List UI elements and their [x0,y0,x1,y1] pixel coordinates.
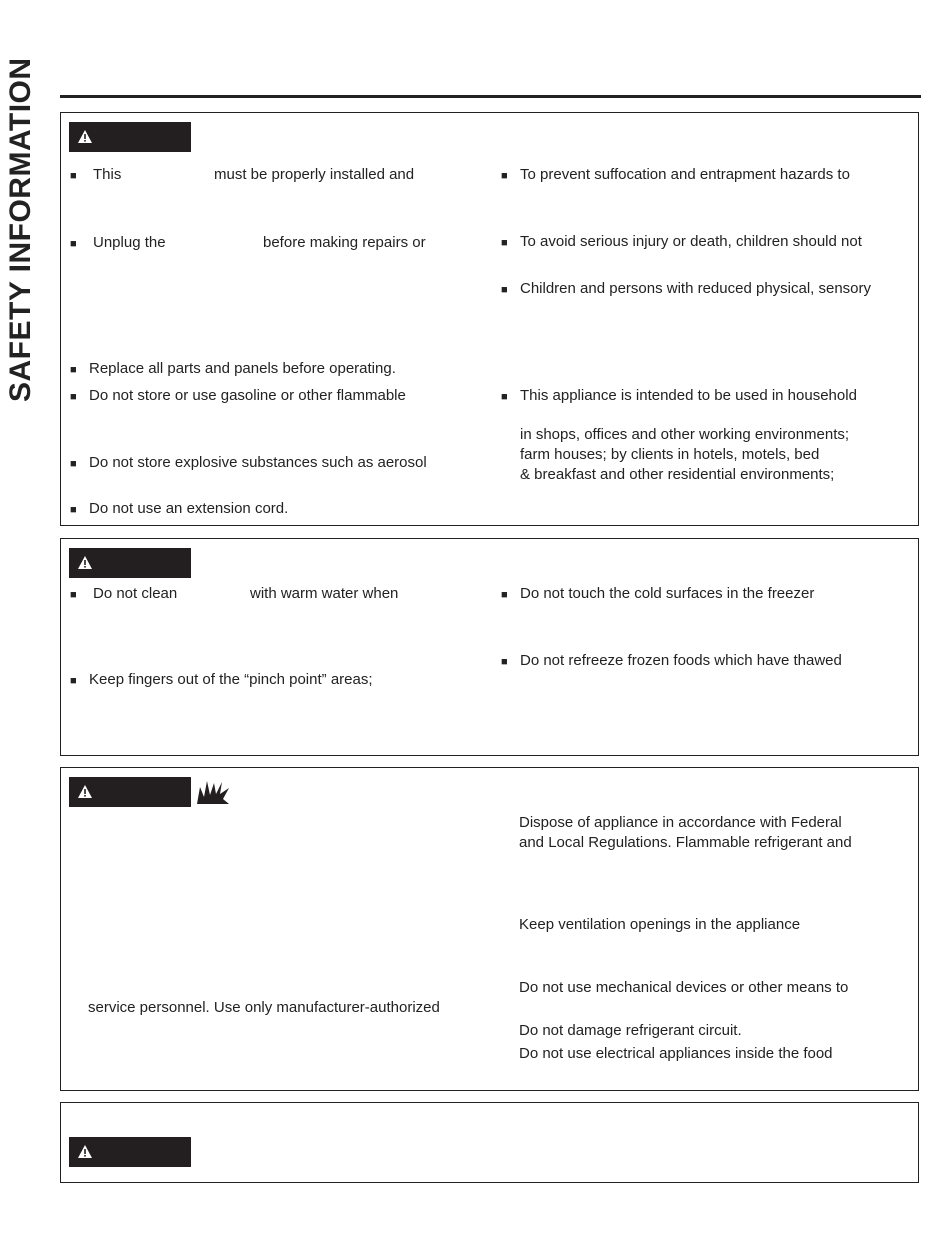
top-rule [60,95,921,98]
box1-left-1b: must be properly installed and [214,166,415,183]
box1-left-3: Replace all parts and panels before operating. [89,360,396,377]
bullet: ■ [501,656,508,668]
warning-triangle-icon [78,556,92,569]
flammable-burst-icon [196,779,230,805]
box3-right-2: and Local Regulations. Flammable refrigerant and [519,834,852,851]
bullet: ■ [501,391,508,403]
box2-left-2: Keep fingers out of the “pinch point” areas; [89,671,373,688]
warning-badge-1 [69,122,191,152]
box3-right-1: Dispose of appliance in accordance with Federal [519,814,842,831]
warning-triangle-icon [78,130,92,143]
box1-left-4: Do not store or use gasoline or other flammable [89,387,406,404]
bullet: ■ [70,238,77,250]
box3-right-5: Do not damage refrigerant circuit. [519,1022,742,1039]
bullet: ■ [70,170,77,182]
bullet: ■ [70,391,77,403]
box1-left-2b: before making repairs or [263,234,426,251]
box1-left-6: Do not use an extension cord. [89,500,289,517]
box1-left-1: This [93,166,122,183]
box1-right-1: To prevent suffocation and entrapment hazards to [520,166,850,183]
warning-triangle-icon [78,1145,92,1158]
bullet: ■ [70,589,77,601]
bullet: ■ [70,504,77,516]
box2-right-2: Do not refreeze frozen foods which have thawed [520,652,842,669]
box1-right-2: To avoid serious injury or death, children should not [520,233,862,250]
box3-right-6: Do not use electrical appliances inside the food [519,1045,833,1062]
box2-right-1: Do not touch the cold surfaces in the freezer [520,585,815,602]
warning-triangle-icon [78,785,92,798]
bullet: ■ [70,364,77,376]
warning-badge-3 [69,777,191,807]
box3-right-4: Do not use mechanical devices or other means to [519,979,849,996]
warning-badge-2 [69,548,191,578]
box1-left-2: Unplug the [93,234,166,251]
warning-badge-4 [69,1137,191,1167]
bullet: ■ [501,589,508,601]
box1-right-5b: farm houses; by clients in hotels, motels, bed [520,446,820,463]
box1-right-4: This appliance is intended to be used in household [520,387,857,404]
bullet: ■ [70,675,77,687]
bullet: ■ [501,237,508,249]
box3-left-1: service personnel. Use only manufacturer-authorized [88,999,440,1016]
box1-right-3: Children and persons with reduced physical, sensory [520,280,872,297]
bullet: ■ [501,170,508,182]
bullet: ■ [70,458,77,470]
box1-left-5: Do not store explosive substances such as aerosol [89,454,427,471]
box2-left-1: Do not clean [93,585,178,602]
box1-right-5a: in shops, offices and other working environments; [520,426,850,443]
side-title: SAFETY INFORMATION [4,57,37,402]
box1-right-5c: & breakfast and other residential environments; [520,466,835,483]
box2-left-1b: with warm water when [250,585,399,602]
box3-right-3: Keep ventilation openings in the appliance [519,916,801,933]
bullet: ■ [501,284,508,296]
